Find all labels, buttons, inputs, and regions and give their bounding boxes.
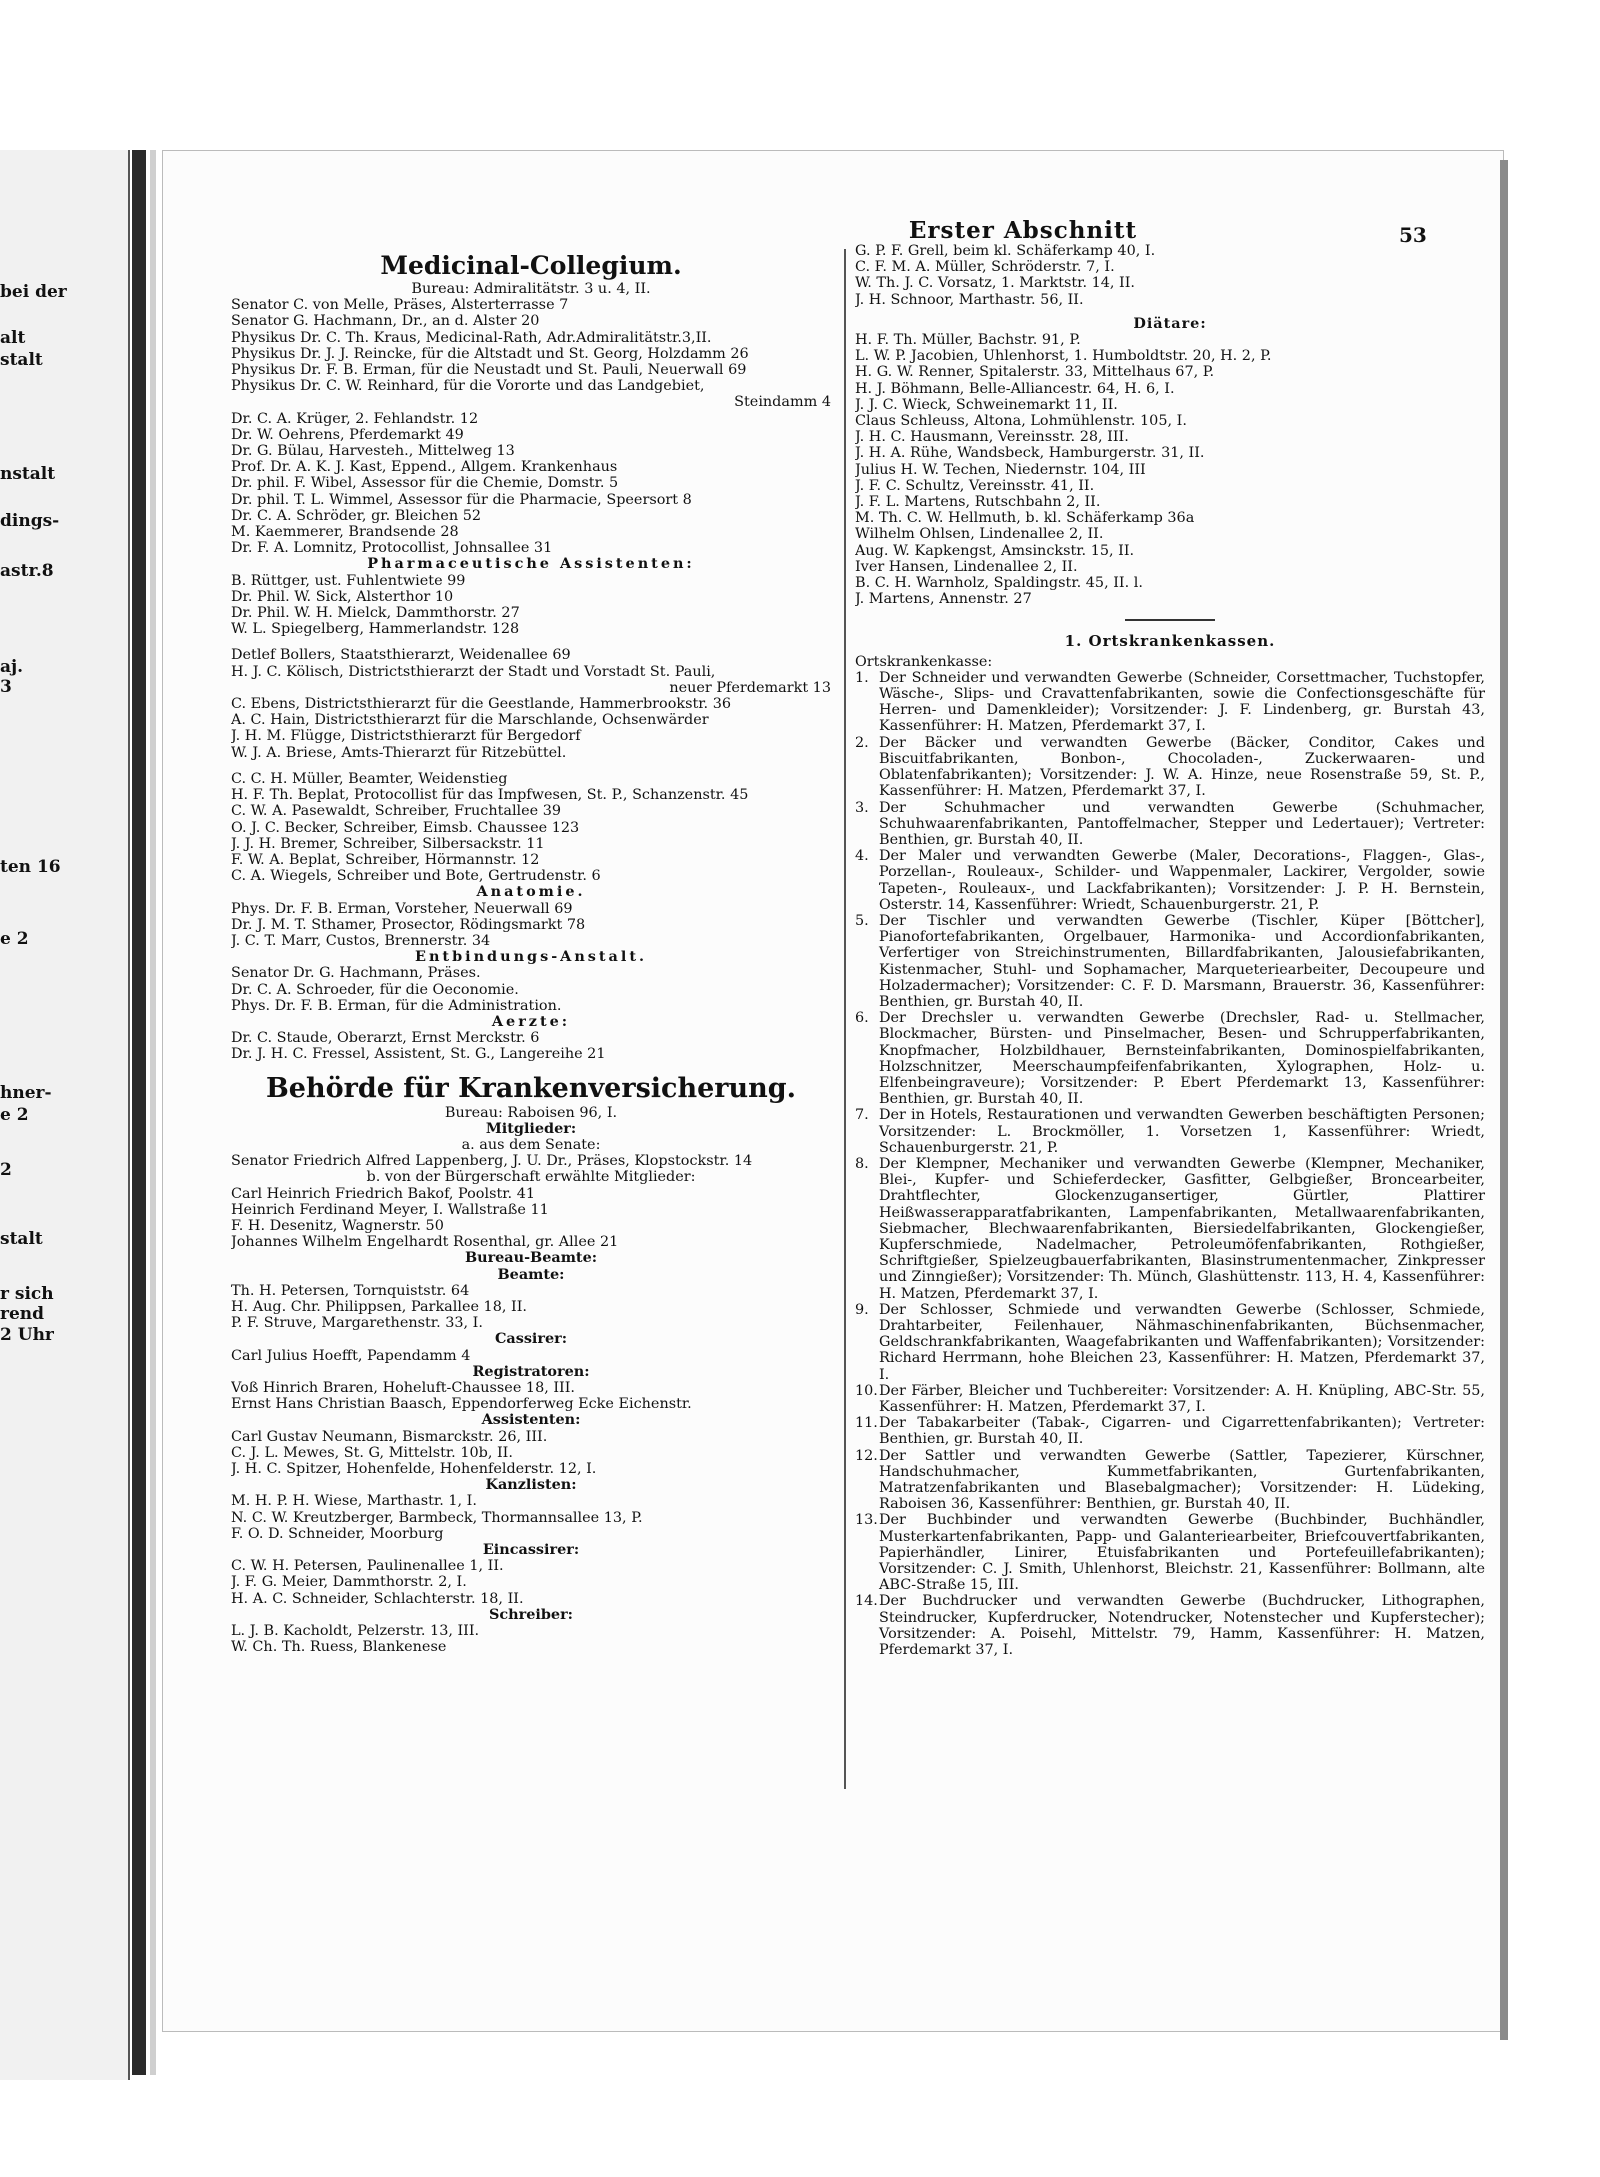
entry-line: J. F. G. Meier, Dammthorstr. 2, I.: [231, 1574, 467, 1591]
subheading: Aerzte:: [491, 1013, 571, 1030]
entry-line: Dr. C. A. Schroeder, für die Oeconomie.: [231, 981, 519, 998]
entry-line: Dr. J. M. T. Sthamer, Prosector, Rödingsmarkt 78: [231, 916, 586, 933]
entry-line: J. H. C. Spitzer, Hohenfelde, Hohenfelderstr. 12, I.: [231, 1461, 597, 1478]
krankenkasse-entry: [855, 1156, 1485, 1302]
ortskrankenkassen-heading: 1. Ortskrankenkassen.: [1064, 632, 1276, 651]
page-53: [162, 150, 1504, 2032]
entry-line: J. H. Schnoor, Marthastr. 56, II.: [855, 291, 1084, 308]
entry-number: 8.: [855, 1155, 869, 1172]
entry-text: Der Schneider und verwandten Gewerbe (Schneider, Corsettmacher, Tuchstopfer, Wäsche-, Slips- und Cravattenfabrikanten, sowie die Confectionsgeschäfte für Herren- und Damenkleider); Vorsitzender: J. F. Lindenberg, gr. Burstah 43, Kassenführer: H. Matzen, Pferdemarkt 37, I.: [879, 669, 1485, 735]
subheading: Kanzlisten:: [485, 1477, 577, 1494]
section-rule: [1125, 619, 1215, 621]
entry-line: Dr. W. Oehrens, Pferdemarkt 49: [231, 426, 464, 443]
entry-line: Carl Gustav Neumann, Bismarckstr. 26, III.: [231, 1428, 548, 1445]
subheading: Pharmaceutische Assistenten:: [367, 556, 695, 573]
entry-line: Phys. Dr. F. B. Erman, für die Administration.: [231, 997, 562, 1014]
entry-line: F. O. D. Schneider, Moorburg: [231, 1525, 444, 1542]
entry-line: J. H. M. Flügge, Districtsthierarzt für Bergedorf: [231, 728, 581, 745]
entry-line: C. Ebens, Districtsthierarzt für die Geestlande, Hammerbrookstr. 36: [231, 696, 732, 713]
centered-line: Bureau: Raboisen 96, I.: [444, 1104, 618, 1121]
ortskrankenkasse-intro: Ortskrankenkasse:: [855, 653, 993, 670]
entry-text: Der in Hotels, Restaurationen und verwandten Gewerben beschäftigten Personen; Vorsitzender: L. Brockmöller, 1. Vorsetzen 1, Kassenführer: Wriedt, Schauenburgerstr. 21, P.: [879, 1107, 1485, 1156]
centered-line: a. aus dem Senate:: [461, 1136, 601, 1153]
left-page-fragment: aj.: [0, 657, 24, 677]
entry-line: C. F. M. A. Müller, Schröderstr. 7, I.: [855, 259, 1115, 276]
section-title: Medicinal-Collegium.: [380, 251, 682, 280]
entry-line: Dr. Phil. W. Sick, Alsterthor 10: [231, 588, 454, 605]
entry-line: Physikus Dr. J. J. Reincke, für die Altstadt und St. Georg, Holzdamm 26: [231, 345, 749, 362]
left-page-fragment: stalt: [0, 350, 43, 370]
left-page-fragment: e 2: [0, 929, 29, 949]
entry-text: Der Färber, Bleicher und Tuchbereiter: Vorsitzender: A. H. Knüpling, ABC-Str. 55, Kassenführer: H. Matzen, Pferdemarkt 37, I.: [879, 1382, 1485, 1416]
subheading: Cassirer:: [494, 1331, 568, 1348]
diaetar-entry: Julius H. W. Techen, Niedernstr. 104, III: [855, 461, 1146, 478]
diaetar-entry: Wilhelm Ohlsen, Lindenallee 2, II.: [855, 526, 1104, 543]
entry-number: 3.: [855, 799, 869, 816]
left-page-fragment: ten 16: [0, 857, 61, 877]
entry-text: Der Tischler und verwandten Gewerbe (Tischler, Küper [Böttcher], Pianofortefabrikanten, Orgelbauer, Harmonika- und Accordionfabrikanten, Verfertiger von Streichinstrumenten, Billardfabrikanten, Jalousiefabrikanten, Kistenmacher, Stuhl- und Sophamacher, Marqueteriearbeiter, Decoupeure und Holzadermacher); Vorsitzender: C. F. D. Marsmann, Brauerstr. 36, Kassenführer: Benthien, gr. Burstah 40, II.: [879, 912, 1485, 1010]
krankenkasse-entry: [855, 1302, 1485, 1383]
krankenkasse-entry: [855, 913, 1485, 1010]
entry-line: Physikus Dr. F. B. Erman, für die Neustadt und St. Pauli, Neuerwall 69: [231, 362, 747, 379]
entry-line: Dr. phil. T. L. Wimmel, Assessor für die Pharmacie, Speersort 8: [231, 491, 692, 508]
entry-line: Dr. C. A. Schröder, gr. Bleichen 52: [231, 507, 482, 524]
subheading: Assistenten:: [481, 1412, 581, 1429]
krankenkasse-entry: [855, 1512, 1485, 1593]
subheading: Eincassirer:: [482, 1542, 580, 1559]
krankenkasse-entry: [855, 1593, 1485, 1658]
left-page-fragment: alt: [0, 328, 26, 348]
entry-line: F. W. A. Beplat, Schreiber, Hörmannstr. 12: [231, 851, 540, 868]
left-page-fragment: e 2: [0, 1105, 29, 1125]
entry-line: J. C. T. Marr, Custos, Brennerstr. 34: [231, 932, 491, 949]
entry-line: Dr. G. Bülau, Harvesteh., Mittelweg 13: [231, 443, 515, 460]
entry-line: Johannes Wilhelm Engelhardt Rosenthal, gr. Allee 21: [231, 1234, 619, 1251]
entry-line: Detlef Bollers, Staatsthierarzt, Weidenallee 69: [231, 647, 571, 664]
entry-line: M. Kaemmerer, Brandsende 28: [231, 524, 459, 541]
entry-text: Der Buchbinder und verwandten Gewerbe (Buchbinder, Buchhändler, Musterkartenfabrikanten, Papp- und Galanteriearbeiter, Briefcouvertfabrikanten, Papierhändler, Linirer, Etuisfabrikanten und Portefeuillefabrikanten); Vorsitzender: C. J. Smith, Uhlenhorst, Bleichstr. 21, Kassenführer: Bollmann, alte ABC-Straße 15, III.: [879, 1512, 1485, 1594]
left-page-fragment: r sich: [0, 1284, 54, 1304]
ortskrankenkassen-list: [855, 670, 1485, 1658]
entry-line: Physikus Dr. C. W. Reinhard, für die Vororte und das Landgebiet,: [231, 378, 705, 395]
entry-line: Carl Heinrich Friedrich Bakof, Poolstr. 41: [231, 1185, 536, 1202]
diaetar-entry: J. J. C. Wieck, Schweinemarkt 11, II.: [855, 396, 1118, 413]
diaetar-entry: J. H. C. Hausmann, Vereinsstr. 28, III.: [855, 429, 1129, 446]
entry-line: Carl Julius Hoefft, Papendamm 4: [231, 1347, 471, 1364]
diaetar-entry: Claus Schleuss, Altona, Lohmühlenstr. 105, I.: [855, 413, 1187, 430]
diaetar-entry: H. J. Böhmann, Belle-Alliancestr. 64, H. 6, I.: [855, 380, 1175, 397]
entry-line: Dr. Phil. W. H. Mielck, Dammthorstr. 27: [231, 605, 520, 622]
entry-number: 6.: [855, 1010, 869, 1027]
entry-line: Phys. Dr. F. B. Erman, Vorsteher, Neuerwall 69: [231, 900, 573, 917]
diaetar-entry: J. Martens, Annenstr. 27: [855, 591, 1032, 608]
entry-line: L. J. B. Kacholdt, Pelzerstr. 13, III.: [231, 1623, 480, 1640]
diaetar-entry: H. F. Th. Müller, Bachstr. 91, P.: [855, 332, 1081, 349]
left-page-fragment: 2: [0, 1160, 12, 1180]
krankenkasse-entry: [855, 735, 1485, 800]
entry-line: Dr. C. Staude, Oberarzt, Ernst Merckstr. 6: [231, 1030, 540, 1047]
krankenkasse-entry: [855, 670, 1485, 735]
entry-line: Dr. phil. F. Wibel, Assessor für die Chemie, Domstr. 5: [231, 475, 619, 492]
entry-line: P. F. Struve, Margarethenstr. 33, I.: [231, 1315, 483, 1332]
entry-line: W. L. Spiegelberg, Hammerlandstr. 128: [231, 621, 520, 638]
krankenkasse-entry: [855, 1010, 1485, 1107]
entry-line: B. Rüttger, ust. Fuhlentwiete 99: [231, 572, 466, 589]
entry-line: H. A. C. Schneider, Schlachterstr. 18, II.: [231, 1590, 524, 1607]
entry-line: M. H. P. H. Wiese, Marthastr. 1, I.: [231, 1493, 477, 1510]
entry-line: W. Ch. Th. Ruess, Blankenese: [231, 1639, 447, 1656]
centered-line: Bureau: Admiralitätstr. 3 u. 4, II.: [411, 281, 651, 297]
entry-line: Th. H. Petersen, Tornquiststr. 64: [231, 1282, 470, 1299]
entry-number: 2.: [855, 734, 869, 751]
left-page-fragment: hner-: [0, 1083, 52, 1103]
entry-text: Der Schuhmacher und verwandten Gewerbe (Schuhmacher, Schuhwaarenfabrikanten, Pantoffelmacher, Stepper und Ledertauer); Vertreter: Benthien, gr. Burstah 40, II.: [879, 799, 1485, 848]
book-gutter: [132, 150, 146, 2075]
left-page-fragment: nstalt: [0, 464, 56, 484]
subheading: Beamte:: [497, 1266, 565, 1283]
entry-number: 1.: [855, 669, 869, 686]
entry-line: Senator C. von Melle, Präses, Alsterterrasse 7: [231, 297, 569, 314]
entry-text: Der Maler und verwandten Gewerbe (Maler, Decorations-, Flaggen-, Glas-, Porzellan-, Rouleaux-, Schilder- und Wappenmaler, Lackirer, Vergolder, sowie Tapeten-, Rouleaux-, und Lackfabrikanten); Vorsitzender: J. P. H. Bernstein, Osterstr. 14, Kassenführer: Wriedt, Schauenburgerstr. 21, P.: [879, 848, 1485, 913]
entry-text: Der Tabakarbeiter (Tabak-, Cigarren- und Cigarrettenfabrikanten); Vertreter: Benthien, gr. Burstah 40, II.: [879, 1415, 1485, 1448]
diaetare-heading: Diätare:: [1133, 314, 1207, 332]
entry-line: Dr. F. A. Lomnitz, Protocollist, Johnsallee 31: [231, 540, 553, 557]
entry-text: Der Drechsler u. verwandten Gewerbe (Drechsler, Rad- u. Stellmacher, Blockmacher, Bürsten- und Pinselmacher, Besen- und Schrupperfabrikanten, Knopfmacher, Holzbildhauer, Bernsteinfabrikanten, Dominospielfabrikanten, Holzschnitzer, Meerschaumpfeifenfabrikanten, Xylographen, Holz- u. Elfenbeingraveure); Vorsitzender: P. Ebert Pferdemarkt 13, Kassenführer: Benthien, gr. Burstah 40, II.: [879, 1010, 1485, 1108]
krankenkasse-entry: [855, 1383, 1485, 1415]
page-right-edge: [1500, 160, 1508, 2040]
entry-text: Der Sattler und verwandten Gewerbe (Sattler, Tapezierer, Kürschner, Handschuhmacher, Kummetfabrikanten, Gurtenfabrikanten, Matratzenfabrikanten und Blasebalgmacher); Vorsitzender: H. Lüdeking, Raboisen 36, Kassenführer: Benthien, gr. Burstah 40, II.: [879, 1447, 1485, 1513]
diaetar-entry: J. F. C. Schultz, Vereinsstr. 41, II.: [855, 477, 1095, 494]
entry-line: C. W. A. Pasewaldt, Schreiber, Fruchtallee 39: [231, 803, 562, 820]
left-page-fragment: bei der: [0, 282, 67, 302]
entry-line: H. J. C. Kölisch, Districtsthierarzt der Stadt und Vorstadt St. Pauli,: [231, 663, 716, 680]
subheading: Entbindungs-Anstalt.: [414, 949, 648, 966]
entry-line: G. P. F. Grell, beim kl. Schäferkamp 40, I.: [855, 243, 1156, 259]
krankenkasse-entry: [855, 1107, 1485, 1156]
diaetar-entry: J. H. A. Rühe, Wandsbeck, Hamburgerstr. 31, II.: [855, 445, 1205, 462]
entry-line: Ernst Hans Christian Baasch, Eppendorferweg Ecke Eichenstr.: [231, 1396, 692, 1413]
right-top-list: [855, 243, 1485, 308]
continuation-line: Steindamm 4: [734, 394, 831, 411]
section-title: Behörde für Krankenversicherung.: [265, 1072, 797, 1104]
subheading: Mitglieder:: [485, 1120, 577, 1137]
left-page-edge: [0, 150, 130, 2080]
running-header: Erster Abschnitt: [908, 217, 1138, 244]
entry-number: 7.: [855, 1107, 869, 1124]
krankenkasse-entry: [855, 1448, 1485, 1513]
entry-line: Senator G. Hachmann, Dr., an d. Alster 20: [231, 313, 540, 330]
entry-text: Der Bäcker und verwandten Gewerbe (Bäcker, Conditor, Cakes und Biscuitfabrikanten, Bonbon-, Chocoladen-, Zuckerwaaren- und Oblatenfabrikanten); Vorsitzender: J. W. A. Hinze, neue Rosenstraße 59, St. P., Kassenführer: H. Matzen, Pferdemarkt 37, I.: [879, 734, 1485, 800]
entry-line: W. J. A. Briese, Amts-Thierarzt für Ritzebüttel.: [231, 744, 567, 761]
subheading: Registratoren:: [472, 1363, 590, 1380]
krankenkasse-entry: [855, 848, 1485, 913]
entry-text: Der Klempner, Mechaniker und verwandten Gewerbe (Klempner, Mechaniker, Blei-, Kupfer- und Schieferdecker, Gasfitter, Gelbgießer, Broncearbeiter, Drahtflechter, Glockenzugansertiger, Gürtler, Plattirer Heißwasserapparatfabrikanten, Lampenfabrikanten, Metallwaarenfabrikanten, Siebmacher, Blechwaarenfabrikanten, Biersiedelfabrikanten, Glockengießer, Kupferschmiede, Nadelmacher, Petroleumöfenfabrikanten, Rothgießer, Schriftgießer, Spielzeugbauerfabrikanten, Blasinstrumentenmacher, Zinkpresser und Zinngießer); Vorsitzender: Th. Münch, Glashüttenstr. 113, H. 4, Kassenführer: H. Matzen, Pferdemarkt 37, I.: [879, 1155, 1485, 1302]
left-page-fragment: stalt: [0, 1229, 43, 1249]
diaetar-entry: Iver Hansen, Lindenallee 2, II.: [855, 558, 1078, 575]
entry-line: N. C. W. Kreutzberger, Barmbeck, Thormannsallee 13, P.: [231, 1509, 643, 1526]
diaetar-entry: B. C. H. Warnholz, Spaldingstr. 45, II. l.: [855, 575, 1143, 592]
left-page-fragment: 3: [0, 677, 12, 697]
entry-line: Dr. J. H. C. Fressel, Assistent, St. G., Langereihe 21: [231, 1046, 606, 1063]
entry-line: J. J. H. Bremer, Schreiber, Silbersackstr. 11: [231, 835, 545, 852]
krankenkasse-entry: [855, 1415, 1485, 1447]
entry-line: Senator Friedrich Alfred Lappenberg, J. U. Dr., Präses, Klopstockstr. 14: [231, 1153, 753, 1170]
continuation-line: neuer Pferdemarkt 13: [669, 679, 831, 696]
entry-line: C. W. H. Petersen, Paulinenallee 1, II.: [231, 1558, 504, 1575]
entry-line: O. J. C. Becker, Schreiber, Eimsb. Chaussee 123: [231, 819, 580, 836]
diaetar-entry: L. W. P. Jacobien, Uhlenhorst, 1. Humboldtstr. 20, H. 2, P.: [855, 348, 1272, 365]
entry-line: C. J. L. Mewes, St. G, Mittelstr. 10b, II.: [231, 1444, 513, 1461]
entry-number: 10.: [855, 1382, 878, 1399]
entry-line: F. H. Desenitz, Wagnerstr. 50: [231, 1217, 444, 1234]
diaetar-entry: H. G. W. Renner, Spitalerstr. 33, Mittelhaus 67, P.: [855, 364, 1215, 381]
subheading: Schreiber:: [489, 1606, 573, 1623]
entry-line: C. C. H. Müller, Beamter, Weidenstieg: [231, 770, 508, 787]
entry-number: 9.: [855, 1301, 869, 1318]
diaetar-entry: M. Th. C. W. Hellmuth, b. kl. Schäferkamp 36a: [855, 510, 1195, 527]
subheading: Anatomie.: [476, 884, 586, 901]
centered-line: b. von der Bürgerschaft erwählte Mitglieder:: [366, 1169, 696, 1186]
right-column: [855, 243, 1485, 1658]
krankenkasse-entry: [855, 800, 1485, 849]
entry-line: C. A. Wiegels, Schreiber und Bote, Gertrudenstr. 6: [231, 868, 601, 885]
entry-line: A. C. Hain, Districtsthierarzt für die Marschlande, Ochsenwärder: [231, 712, 709, 729]
entry-number: 11.: [855, 1415, 878, 1432]
diaetare-list: [855, 332, 1485, 607]
entry-number: 14.: [855, 1593, 878, 1610]
left-page-fragment: 2 Uhr: [0, 1325, 54, 1345]
entry-line: Heinrich Ferdinand Meyer, I. Wallstraße 11: [231, 1201, 549, 1218]
entry-line: W. Th. J. C. Vorsatz, 1. Marktstr. 14, II.: [855, 275, 1135, 292]
entry-number: 4.: [855, 848, 869, 865]
entry-text: Der Schlosser, Schmiede und verwandten Gewerbe (Schlosser, Schmiede, Drahtarbeiter, Feilenhauer, Nähmaschinenfabrikanten, Büchsenmacher, Geldschrankfabrikanten, Waagefabrikanten und Waffenfabrikanten); Vorsitzender: Richard Herrmann, hohe Bleichen 23, Kassenführer: H. Matzen, Pferdemarkt 37, I.: [879, 1301, 1485, 1383]
book-gutter-shadow: [150, 150, 156, 2075]
page-number: 53: [1399, 223, 1427, 247]
entry-number: 13.: [855, 1512, 878, 1529]
entry-number: 12.: [855, 1447, 878, 1464]
entry-text: Der Buchdrucker und verwandten Gewerbe (Buchdrucker, Lithographen, Steindrucker, Kupferdrucker, Notendrucker, Notenstecher und Kupferstecher); Vorsitzender: A. Poisehl, Mittelstr. 79, Hamm, Kassenführer: H. Matzen, Pferdemarkt 37, I.: [879, 1593, 1485, 1659]
column-divider: [844, 249, 846, 1789]
left-page-fragment: astr.8: [0, 561, 54, 581]
entry-line: Physikus Dr. C. Th. Kraus, Medicinal-Rath, Adr.Admiralitätstr.3,II.: [231, 329, 712, 346]
diaetar-entry: J. F. L. Martens, Rutschbahn 2, II.: [855, 494, 1101, 511]
left-page-fragment: rend: [0, 1304, 45, 1324]
entry-line: H. Aug. Chr. Philippsen, Parkallee 18, II.: [231, 1298, 527, 1315]
entry-line: Prof. Dr. A. K. J. Kast, Eppend., Allgem. Krankenhaus: [231, 459, 618, 476]
entry-number: 5.: [855, 912, 869, 929]
entry-line: Voß Hinrich Braren, Hoheluft-Chaussee 18, III.: [231, 1380, 576, 1396]
diaetar-entry: Aug. W. Kapkengst, Amsinckstr. 15, II.: [855, 542, 1135, 559]
subheading: Bureau-Beamte:: [464, 1250, 598, 1267]
entry-line: Senator Dr. G. Hachmann, Präses.: [231, 965, 481, 982]
entry-line: Dr. C. A. Krüger, 2. Fehlandstr. 12: [231, 410, 479, 427]
entry-line: H. F. Th. Beplat, Protocollist für das Impfwesen, St. P., Schanzenstr. 45: [231, 787, 749, 804]
left-page-fragment: dings-: [0, 511, 60, 531]
